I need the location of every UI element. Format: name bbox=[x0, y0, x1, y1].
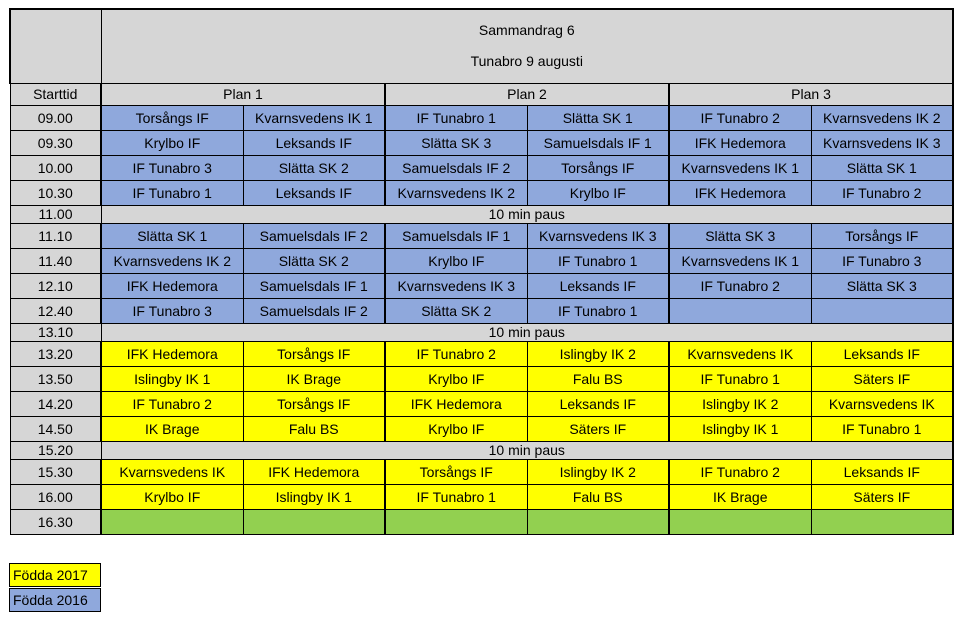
pause-cell: 10 min paus bbox=[101, 323, 953, 341]
team-cell: IF Tunabro 2 bbox=[669, 105, 811, 130]
pause-cell: 10 min paus bbox=[101, 205, 953, 223]
team-cell: Samuelsdals IF 1 bbox=[243, 273, 385, 298]
team-cell: Samuelsdals IF 2 bbox=[385, 155, 527, 180]
team-cell: Samuelsdals IF 2 bbox=[243, 223, 385, 248]
table-row bbox=[10, 366, 953, 391]
team-cell bbox=[243, 509, 385, 534]
team-cell: IF Tunabro 2 bbox=[669, 273, 811, 298]
team-cell: IF Tunabro 2 bbox=[385, 341, 527, 366]
start-time-cell: 13.20 bbox=[10, 341, 101, 366]
team-cell: Kvarnsvedens IK bbox=[669, 341, 811, 366]
team-cell: Kvarnsvedens IK 3 bbox=[527, 223, 669, 248]
title-corner-cell bbox=[10, 9, 101, 83]
table-row bbox=[10, 248, 953, 273]
start-time-cell: 16.30 bbox=[10, 509, 101, 534]
team-cell: Krylbo IF bbox=[385, 248, 527, 273]
team-cell: IF Tunabro 2 bbox=[101, 391, 243, 416]
team-cell: IF Tunabro 1 bbox=[811, 416, 953, 441]
team-cell bbox=[527, 509, 669, 534]
team-cell bbox=[669, 298, 811, 323]
team-cell: Islingby IK 2 bbox=[669, 391, 811, 416]
team-cell: IF Tunabro 1 bbox=[385, 484, 527, 509]
team-cell: Kvarnsvedens IK 3 bbox=[385, 273, 527, 298]
start-time-cell: 09.30 bbox=[10, 130, 101, 155]
table-row bbox=[10, 341, 953, 366]
start-time-cell: 11.40 bbox=[10, 248, 101, 273]
team-cell: Islingby IK 1 bbox=[669, 416, 811, 441]
team-cell bbox=[811, 509, 953, 534]
team-cell: IFK Hedemora bbox=[385, 391, 527, 416]
plan-2-header: Plan 2 bbox=[385, 83, 669, 105]
start-time-cell: 10.00 bbox=[10, 155, 101, 180]
start-time-cell: 12.40 bbox=[10, 298, 101, 323]
team-cell: Säters IF bbox=[811, 484, 953, 509]
table-row bbox=[10, 105, 953, 130]
team-cell: Kvarnsvedens IK bbox=[101, 459, 243, 484]
start-time-cell: 13.10 bbox=[10, 323, 101, 341]
team-cell: Leksands IF bbox=[811, 459, 953, 484]
team-cell: Torsångs IF bbox=[811, 223, 953, 248]
team-cell: Torsångs IF bbox=[243, 391, 385, 416]
pause-row bbox=[10, 205, 953, 223]
team-cell: IFK Hedemora bbox=[101, 341, 243, 366]
start-time-cell: 10.30 bbox=[10, 180, 101, 205]
team-cell: Krylbo IF bbox=[101, 130, 243, 155]
table-row bbox=[10, 180, 953, 205]
team-cell: Slätta SK 1 bbox=[527, 105, 669, 130]
team-cell: IF Tunabro 1 bbox=[101, 180, 243, 205]
start-time-cell: 12.10 bbox=[10, 273, 101, 298]
team-cell: Leksands IF bbox=[527, 273, 669, 298]
schedule-table bbox=[9, 8, 954, 535]
team-cell: Torsångs IF bbox=[385, 459, 527, 484]
team-cell: Slätta SK 3 bbox=[811, 273, 953, 298]
team-cell: Islingby IK 1 bbox=[243, 484, 385, 509]
team-cell: Kvarnsvedens IK 1 bbox=[669, 155, 811, 180]
pause-row bbox=[10, 441, 953, 459]
start-time-cell: 16.00 bbox=[10, 484, 101, 509]
team-cell: Islingby IK 2 bbox=[527, 341, 669, 366]
team-cell: IF Tunabro 1 bbox=[527, 298, 669, 323]
team-cell: Kvarnsvedens IK 1 bbox=[669, 248, 811, 273]
start-time-cell: 14.50 bbox=[10, 416, 101, 441]
team-cell: IF Tunabro 3 bbox=[811, 248, 953, 273]
team-cell: IFK Hedemora bbox=[669, 130, 811, 155]
team-cell: Leksands IF bbox=[527, 391, 669, 416]
table-row bbox=[10, 155, 953, 180]
team-cell: Falu BS bbox=[527, 366, 669, 391]
team-cell: Säters IF bbox=[811, 366, 953, 391]
team-cell: Islingby IK 2 bbox=[527, 459, 669, 484]
team-cell: IFK Hedemora bbox=[101, 273, 243, 298]
team-cell: Krylbo IF bbox=[385, 366, 527, 391]
team-cell bbox=[811, 298, 953, 323]
start-time-cell: 15.30 bbox=[10, 459, 101, 484]
team-cell: IF Tunabro 2 bbox=[669, 459, 811, 484]
start-time-cell: 13.50 bbox=[10, 366, 101, 391]
team-cell: IK Brage bbox=[101, 416, 243, 441]
table-row bbox=[10, 459, 953, 484]
team-cell: Kvarnsvedens IK 2 bbox=[811, 105, 953, 130]
team-cell: Slätta SK 3 bbox=[669, 223, 811, 248]
table-row bbox=[10, 298, 953, 323]
team-cell: Säters IF bbox=[527, 416, 669, 441]
table-row bbox=[10, 391, 953, 416]
team-cell: Slätta SK 2 bbox=[243, 248, 385, 273]
team-cell: Torsångs IF bbox=[243, 341, 385, 366]
pause-row bbox=[10, 323, 953, 341]
team-cell: Leksands IF bbox=[811, 341, 953, 366]
legend-fodda-2016: Födda 2016 bbox=[9, 588, 101, 612]
team-cell: Slätta SK 1 bbox=[811, 155, 953, 180]
team-cell: Kvarnsvedens IK 1 bbox=[243, 105, 385, 130]
team-cell: Leksands IF bbox=[243, 130, 385, 155]
table-row bbox=[10, 484, 953, 509]
team-cell: IF Tunabro 2 bbox=[811, 180, 953, 205]
team-cell: Kvarnsvedens IK bbox=[811, 391, 953, 416]
team-cell: Slätta SK 2 bbox=[243, 155, 385, 180]
start-time-cell: 15.20 bbox=[10, 441, 101, 459]
team-cell: IFK Hedemora bbox=[669, 180, 811, 205]
legend-fodda-2017: Födda 2017 bbox=[9, 563, 101, 587]
table-row bbox=[10, 509, 953, 534]
team-cell: Samuelsdals IF 1 bbox=[527, 130, 669, 155]
team-cell: Kvarnsvedens IK 3 bbox=[811, 130, 953, 155]
team-cell: Krylbo IF bbox=[385, 416, 527, 441]
pause-cell: 10 min paus bbox=[101, 441, 953, 459]
team-cell: IF Tunabro 3 bbox=[101, 298, 243, 323]
team-cell: Falu BS bbox=[243, 416, 385, 441]
team-cell: IF Tunabro 1 bbox=[669, 366, 811, 391]
team-cell: Kvarnsvedens IK 2 bbox=[385, 180, 527, 205]
team-cell: IF Tunabro 3 bbox=[101, 155, 243, 180]
team-cell: Krylbo IF bbox=[527, 180, 669, 205]
team-cell: Samuelsdals IF 2 bbox=[243, 298, 385, 323]
title-line-2: Tunabro 9 augusti bbox=[470, 53, 583, 70]
start-time-cell: 11.10 bbox=[10, 223, 101, 248]
starttid-header: Starttid bbox=[10, 83, 101, 105]
team-cell: Kvarnsvedens IK 2 bbox=[101, 248, 243, 273]
team-cell: Torsångs IF bbox=[101, 105, 243, 130]
table-row bbox=[10, 223, 953, 248]
plan-3-header: Plan 3 bbox=[669, 83, 953, 105]
team-cell: Torsångs IF bbox=[527, 155, 669, 180]
start-time-cell: 14.20 bbox=[10, 391, 101, 416]
title-line-1: Sammandrag 6 bbox=[478, 22, 575, 39]
team-cell: IFK Hedemora bbox=[243, 459, 385, 484]
start-time-cell: 09.00 bbox=[10, 105, 101, 130]
team-cell bbox=[669, 509, 811, 534]
start-time-cell: 11.00 bbox=[10, 205, 101, 223]
team-cell: IF Tunabro 1 bbox=[527, 248, 669, 273]
team-cell: Krylbo IF bbox=[101, 484, 243, 509]
team-cell: Slätta SK 1 bbox=[101, 223, 243, 248]
team-cell: Slätta SK 3 bbox=[385, 130, 527, 155]
team-cell bbox=[385, 509, 527, 534]
team-cell: IK Brage bbox=[243, 366, 385, 391]
team-cell: IF Tunabro 1 bbox=[385, 105, 527, 130]
team-cell: Islingby IK 1 bbox=[101, 366, 243, 391]
plan-1-header: Plan 1 bbox=[101, 83, 385, 105]
table-row bbox=[10, 273, 953, 298]
team-cell: Leksands IF bbox=[243, 180, 385, 205]
page-title bbox=[101, 9, 953, 83]
team-cell bbox=[101, 509, 243, 534]
team-cell: Slätta SK 2 bbox=[385, 298, 527, 323]
table-row bbox=[10, 130, 953, 155]
team-cell: IK Brage bbox=[669, 484, 811, 509]
team-cell: Falu BS bbox=[527, 484, 669, 509]
table-row bbox=[10, 416, 953, 441]
team-cell: Samuelsdals IF 1 bbox=[385, 223, 527, 248]
